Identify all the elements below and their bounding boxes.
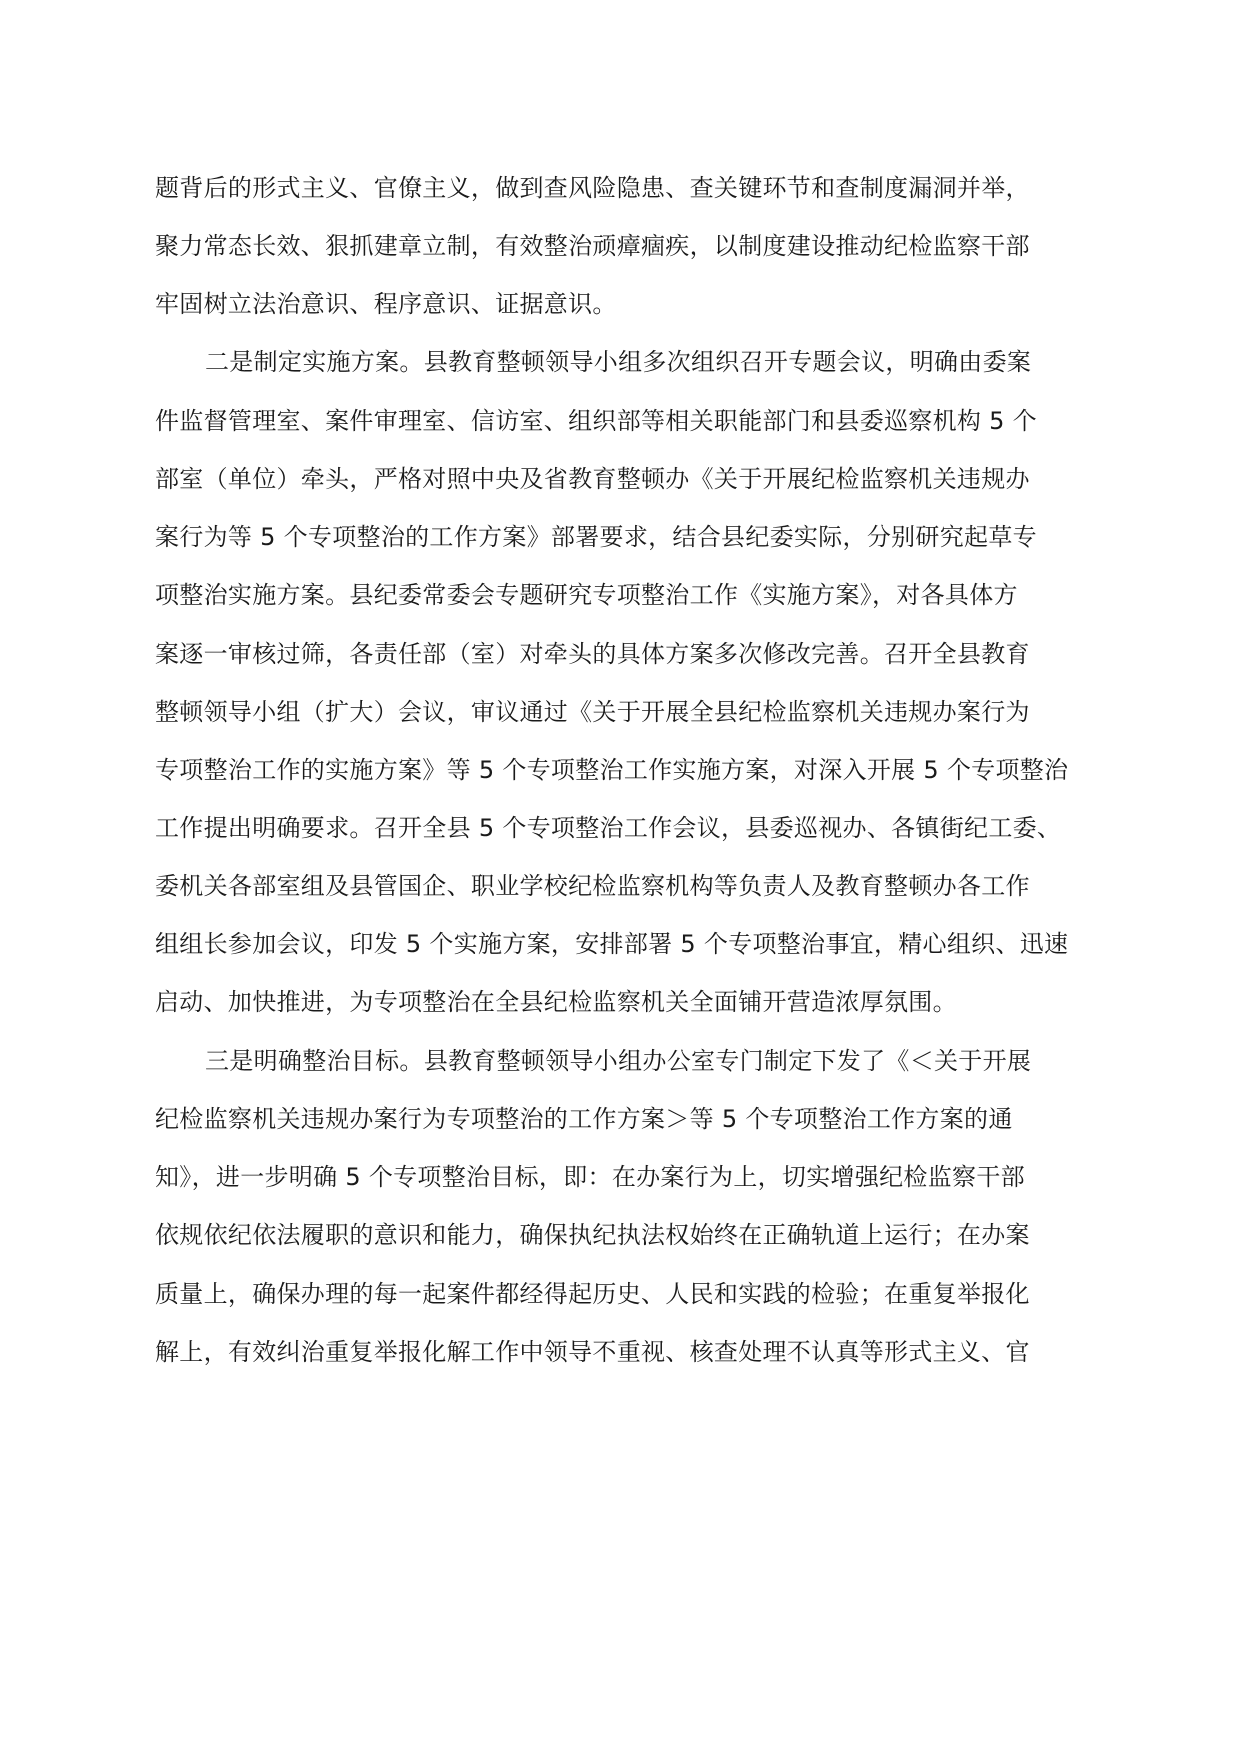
text-line: 委机关各部室组及县管国企、职业学校纪检监察机构等负责人及教育整顿办各工作 [155,872,1030,900]
text-line: 聚力常态长效、狠抓建章立制，有效整治顽瘴痼疾，以制度建设推动纪检监察干部 [155,232,1030,260]
text-line: 启动、加快推进，为专项整治在全县纪检监察机关全面铺开营造浓厚氛围。 [155,988,957,1016]
text-line: 工作提出明确要求。召开全县 5 个专项整治工作会议，县委巡视办、各镇街纪工委、 [155,814,1062,842]
text-line: 质量上，确保办理的每一起案件都经得起历史、人民和实践的检验；在重复举报化 [155,1280,1030,1308]
text-line: 依规依纪依法履职的意识和能力，确保执纪执法权始终在正确轨道上运行；在办案 [155,1221,1030,1249]
text-line: 部室（单位）牵头，严格对照中央及省教育整顿办《关于开展纪检监察机关违规办 [155,465,1030,493]
text-line: 案逐一审核过筛，各责任部（室）对牵头的具体方案多次修改完善。召开全县教育 [155,640,1030,668]
text-line: 题背后的形式主义、官僚主义，做到查风险隐患、查关键环节和查制度漏洞并举， [155,174,1030,202]
text-line: 件监督管理室、案件审理室、信访室、组织部等相关职能部门和县委巡察机构 5 个 [155,407,1037,435]
text-line: 案行为等 5 个专项整治的工作方案》部署要求，结合县纪委实际，分别研究起草专 [155,523,1037,551]
text-line: 解上，有效纠治重复举报化解工作中领导不重视、核查处理不认真等形式主义、官 [155,1338,1030,1366]
text-line: 牢固树立法治意识、程序意识、证据意识。 [155,290,617,318]
text-line: 纪检监察机关违规办案行为专项整治的工作方案＞等 5 个专项整治工作方案的通 [155,1105,1013,1133]
text-line: 组组长参加会议，印发 5 个实施方案，安排部署 5 个专项整治事宜，精心组织、迅速 [155,930,1069,958]
text-line: 整顿领导小组（扩大）会议，审议通过《关于开展全县纪检监察机关违规办案行为 [155,698,1030,726]
paragraph-start-line: 三是明确整治目标。县教育整顿领导小组办公室专门制定下发了《＜关于开展 [205,1047,1032,1075]
text-line: 专项整治工作的实施方案》等 5 个专项整治工作实施方案，对深入开展 5 个专项整治 [155,756,1069,784]
paragraph-start-line: 二是制定实施方案。县教育整顿领导小组多次组织召开专题会议，明确由委案 [205,348,1032,376]
text-line: 项整治实施方案。县纪委常委会专题研究专项整治工作《实施方案》，对各具体方 [155,581,1018,609]
text-line: 知》，进一步明确 5 个专项整治目标，即：在办案行为上，切实增强纪检监察干部 [155,1163,1025,1191]
